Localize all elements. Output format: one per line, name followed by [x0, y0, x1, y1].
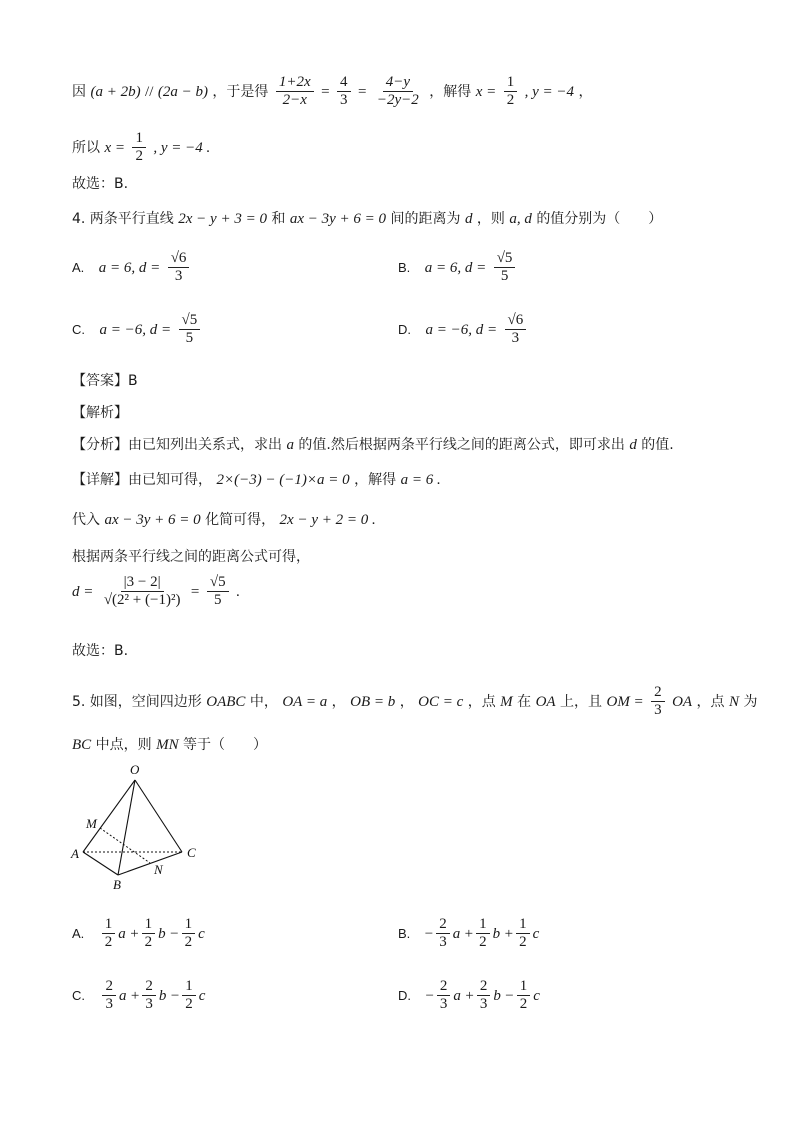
fraction — [142, 978, 156, 1014]
equation: 2x − y + 2 = 0 . — [279, 512, 376, 528]
math: , y = −4 . — [153, 139, 211, 156]
text: 代入 — [72, 512, 100, 528]
text: 的值. — [641, 437, 674, 453]
denominator: 3 — [654, 702, 662, 719]
option-label: C. — [72, 321, 85, 337]
fraction — [651, 684, 665, 720]
option-label: B. — [398, 259, 411, 275]
denominator: 2 — [135, 148, 143, 165]
denominator: 2 — [104, 934, 113, 951]
label-a: A — [71, 846, 79, 861]
text: 中， — [249, 693, 278, 710]
fraction — [437, 978, 451, 1014]
denominator: 3 — [105, 996, 113, 1013]
text: ， — [578, 83, 593, 100]
vector-expr: OB = b — [350, 693, 396, 710]
numerator: 1 — [182, 978, 196, 996]
text: ，于是得 — [212, 83, 269, 100]
denominator: 3 — [174, 268, 183, 285]
edge-oc — [135, 780, 182, 852]
vector-b: b — [493, 987, 501, 1004]
sign: − — [425, 987, 434, 1004]
option-label: D. — [398, 321, 411, 337]
denominator: 5 — [185, 330, 194, 347]
period: . — [236, 583, 240, 600]
sign: − — [170, 925, 179, 942]
equals: = — [357, 83, 367, 100]
denominator: 3 — [439, 934, 447, 951]
q4-option-a[interactable] — [72, 250, 192, 286]
label-b: B — [113, 877, 121, 892]
vector-expr: OA = a — [282, 693, 328, 710]
option-label: A. — [72, 925, 85, 941]
vector-expr: (2a − b) — [157, 83, 208, 100]
denominator: 3 — [479, 996, 488, 1013]
text: 等于（ ） — [183, 737, 268, 753]
denominator: 2 — [185, 996, 193, 1013]
denominator: −2y−2 — [376, 92, 419, 109]
answer-line: 【答案】B — [72, 373, 138, 389]
text: 中点，则 — [95, 737, 152, 753]
text: 间的距离为 — [390, 211, 461, 227]
edge-bc — [118, 852, 182, 875]
text: ，点 — [467, 693, 496, 710]
denominator: 2 — [506, 92, 515, 109]
numerator: 1 — [102, 916, 116, 934]
q4-stem — [72, 208, 662, 228]
equation: ax − 3y + 6 = 0 — [104, 512, 201, 528]
numerator: 1 — [142, 916, 156, 934]
label-m: M — [86, 816, 97, 831]
text: 【分析】由已知列出关系式，求出 — [72, 437, 282, 453]
vector-expr: (a + 2b) — [90, 83, 141, 100]
text: 所以 — [72, 139, 100, 156]
option-label: B. — [398, 925, 411, 941]
numerator: 2 — [102, 978, 116, 996]
math: x = — [104, 139, 125, 156]
math: x = — [475, 83, 497, 100]
fraction — [504, 74, 518, 110]
fraction — [494, 250, 516, 286]
text: 和 — [271, 211, 286, 227]
vector-expr: OM = — [606, 693, 644, 710]
text: 为 — [743, 693, 758, 710]
vector-a: a — [453, 987, 461, 1004]
text: 化简可得， — [205, 512, 276, 528]
denominator: 2−x — [282, 92, 307, 109]
sign: − — [170, 987, 180, 1004]
vector-expr: OC = c — [418, 693, 464, 710]
option-label: A. — [72, 259, 85, 275]
vector-c: c — [198, 925, 205, 942]
text: 因 — [72, 83, 86, 100]
fraction — [207, 574, 229, 610]
vector-a: a — [452, 925, 461, 942]
fraction — [337, 74, 351, 110]
math: N — [729, 693, 740, 710]
denominator: 2 — [479, 934, 487, 951]
vector-b: b — [158, 987, 167, 1004]
analysis-heading: 【解析】 — [72, 405, 128, 421]
math: a = 6, d = — [98, 259, 161, 276]
denominator: 3 — [340, 92, 348, 109]
numerator: 2 — [477, 978, 491, 996]
numerator: |3 − 2| — [121, 574, 164, 592]
text: ， — [399, 693, 414, 710]
math: d — [464, 211, 473, 227]
denominator: 2 — [519, 934, 527, 951]
vector-b: b — [158, 925, 166, 942]
text: ，解得 — [354, 472, 397, 488]
q4-option-d[interactable] — [398, 312, 529, 348]
text: ，解得 — [429, 83, 472, 100]
vector-expr: MN — [156, 737, 179, 753]
math: M — [500, 693, 513, 710]
numerator: √5 — [494, 250, 516, 268]
fraction — [276, 74, 314, 110]
sign: + — [130, 987, 140, 1004]
denominator: 3 — [511, 330, 520, 347]
math: a = −6, d = — [425, 321, 498, 338]
substitute-line — [72, 509, 376, 529]
label-n: N — [154, 862, 163, 877]
choose-line-q4: 故选：B. — [72, 643, 129, 659]
equals: = — [190, 583, 200, 600]
sign: + — [504, 925, 514, 942]
text: ， — [331, 693, 346, 710]
fraction — [517, 978, 531, 1014]
parallel-symbol: // — [145, 83, 154, 100]
numerator: 1 — [476, 916, 490, 934]
fraction — [179, 312, 201, 348]
tetrahedron-figure — [66, 762, 216, 892]
numerator: 1 — [504, 74, 518, 92]
numerator: 2 — [437, 978, 451, 996]
math: d — [629, 437, 637, 453]
fraction — [505, 312, 527, 348]
denominator: 3 — [145, 996, 153, 1013]
math: a = −6, d = — [99, 321, 172, 338]
vector-a: a — [118, 925, 126, 942]
equation: ax − 3y + 6 = 0 — [289, 211, 387, 227]
fraction — [102, 916, 116, 952]
numerator: 1+2x — [276, 74, 314, 92]
q4-option-b[interactable] — [398, 250, 518, 286]
text: 5. 如图，空间四边形 — [72, 693, 202, 710]
numerator: √5 — [207, 574, 229, 592]
numerator: 1 — [182, 916, 196, 934]
vector-c: c — [533, 987, 540, 1004]
fraction — [142, 916, 156, 952]
q5-stem-line-2 — [72, 734, 267, 754]
denominator: 3 — [439, 996, 448, 1013]
sign: − — [505, 987, 514, 1004]
sign: + — [130, 925, 139, 942]
numerator: 2 — [436, 916, 450, 934]
fraction — [476, 916, 490, 952]
text: 的值分别为（ ） — [536, 211, 663, 227]
fraction — [436, 916, 450, 952]
math: d = — [72, 583, 94, 600]
numerator: 1 — [132, 130, 146, 148]
equation: 2x − y + 3 = 0 — [178, 211, 267, 227]
q5-option-c[interactable] — [72, 978, 205, 1014]
option-label: D. — [398, 987, 411, 1003]
choose-line: 故选：B. — [72, 176, 129, 192]
math: a, d — [509, 211, 532, 227]
fraction — [182, 916, 196, 952]
distance-formula — [72, 574, 240, 610]
math: a = 6 . — [400, 472, 441, 488]
math: a = 6, d = — [424, 259, 487, 276]
math: OABC — [206, 693, 246, 710]
numerator: 4 — [337, 74, 351, 92]
xiangjie-line — [72, 469, 441, 489]
numerator: √6 — [168, 250, 190, 268]
vector-expr: OA — [672, 693, 693, 710]
formula-intro: 根据两条平行线之间的距离公式可得， — [72, 549, 310, 565]
fraction — [101, 574, 184, 610]
solution-line-1 — [72, 74, 593, 110]
vector-a: a — [118, 987, 127, 1004]
denominator: 5 — [213, 592, 222, 609]
denominator: 5 — [500, 268, 509, 285]
q5-option-b[interactable] — [398, 916, 539, 952]
fenxi-line — [72, 434, 674, 454]
q5-option-a[interactable] — [72, 916, 205, 952]
sign: − — [424, 925, 434, 942]
q5-option-d[interactable] — [398, 978, 540, 1014]
numerator: √6 — [505, 312, 527, 330]
vector-c: c — [532, 925, 540, 942]
math: OA — [535, 693, 556, 710]
denominator: √(2² + (−1)²) — [103, 592, 181, 609]
numerator: 1 — [516, 916, 530, 934]
q4-option-c[interactable] — [72, 312, 203, 348]
denominator: 2 — [519, 996, 528, 1013]
math: a — [286, 437, 294, 453]
numerator: √5 — [179, 312, 201, 330]
text: 的值.然后根据两条平行线之间的距离公式，即可求出 — [298, 437, 625, 453]
denominator: 2 — [184, 934, 193, 951]
vector-b: b — [492, 925, 501, 942]
math: BC — [72, 737, 92, 753]
equals: = — [321, 83, 330, 100]
text: 上，且 — [560, 693, 603, 710]
equation: 2×(−3) − (−1)×a = 0 — [216, 472, 350, 488]
denominator: 2 — [144, 934, 153, 951]
option-label: C. — [72, 987, 85, 1003]
sign: + — [465, 987, 474, 1004]
question-number: 4. 两条平行直线 — [72, 211, 174, 227]
text: ，则 — [476, 211, 505, 227]
numerator: 2 — [142, 978, 156, 996]
label-o: O — [130, 762, 140, 777]
fraction — [168, 250, 190, 286]
numerator: 2 — [651, 684, 665, 702]
vector-c: c — [198, 987, 206, 1004]
edge-ob — [118, 780, 135, 875]
math: , y = −4 — [524, 83, 575, 100]
fraction — [516, 916, 530, 952]
sign: + — [464, 925, 474, 942]
fraction — [374, 74, 422, 110]
q5-stem-line-1 — [72, 684, 757, 720]
fraction — [182, 978, 196, 1014]
fraction — [477, 978, 491, 1014]
numerator: 4−y — [383, 74, 413, 92]
fraction — [132, 130, 146, 166]
text: 在 — [517, 693, 532, 710]
text: ，点 — [696, 693, 725, 710]
fraction — [102, 978, 116, 1014]
text: 【详解】由已知可得， — [72, 472, 212, 488]
edge-ab — [83, 852, 118, 875]
solution-line-2 — [72, 130, 210, 166]
label-c: C — [187, 845, 196, 860]
numerator: 1 — [517, 978, 531, 996]
